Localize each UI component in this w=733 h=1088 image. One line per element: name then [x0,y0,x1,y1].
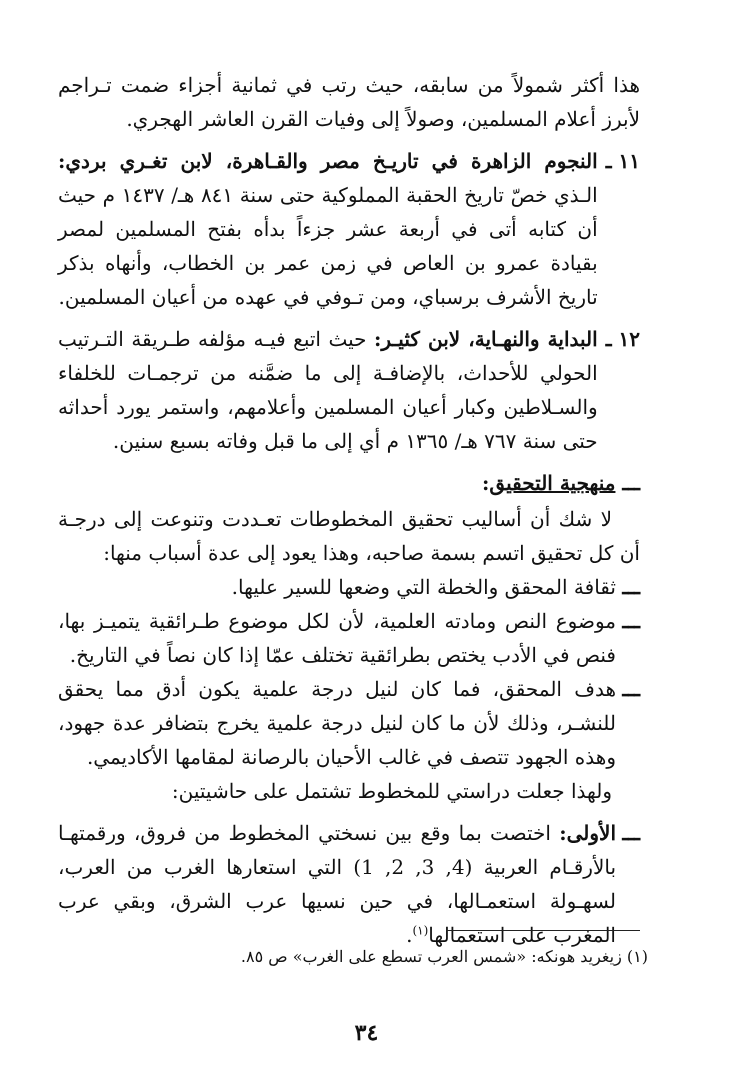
bullet-text: ثقافة المحقق والخطة التي وضعها للسير عليها. [231,575,616,599]
bullet-mark: ـــ [622,821,640,845]
section-closing: ولهذا جعلت دراستي للمخطوط تشتمل على حاشيتين: [171,779,612,803]
first-note-text [58,816,616,952]
item-body: حيث اتبع فيـه مؤلفه طـريقة التـرتيب الحولي للأحداث، بالإضافـة إلى ما ضمَّنه من ترجمـات للخلفاء والسـلاطين وكبار أعيان المسلمين وأعلامهم، واستمر يورد أحداثه حتى سنة ٧٦٧ هـ/ ١٣٦٥ م أي إلى ما قبل وفاته بسبع سنين. [58,327,598,453]
list-item [58,144,640,314]
bullet-text: هدف المحقق، فما كان لنيل درجة علمية يكون أدق مما يحقق للنشـر، وذلك لأن ما كان لنيل درجة علمية يخرج بتضافر عدة جهود، وهذه الجهود تتصف في غالب الأحيان بالرصانة لمقامها الأكاديمي. [58,677,616,769]
footnote-text: زيغريد هونكه: «شمس العرب تسطع على الغرب» ص ٨٥. [240,947,622,966]
footnote-number: (١) [626,947,648,966]
footnote-divider [446,930,640,931]
bullet-mark: ـــ [622,609,640,633]
list-item [58,322,640,458]
bullet-item [58,570,640,604]
first-note-body: اختصت بما وقع بين نسختي المخطوط من فروق، ورقمتهـا بالأرقـام العربية (4, 3, 2, 1) التي استعارها الغرب من العرب، لسهـولة استعمـالها، في حين نسيها عرب الشرق، وبقي عرب المغرب على استعمالها [58,821,617,947]
page-number: ٣٤ [354,1020,379,1046]
bullet-mark: ـــ [622,677,640,701]
page-body [58,68,640,952]
bullet-item [58,672,640,774]
heading-dash: ـــ [622,471,640,495]
item-text [58,144,598,314]
bullet-mark: ـــ [622,575,640,599]
heading-colon: : [482,471,490,495]
heading-text: منهجية التحقيق [489,471,616,495]
item-title: النجوم الزاهرة في تاريـخ مصر والقـاهرة، لابن تغـري بردي: [58,149,598,173]
item-number: ١١ ـ [605,149,640,173]
footnote-reference[interactable]: (١) [412,923,429,938]
item-number: ١٢ ـ [605,327,640,351]
item-body: الـذي خصّ تاريخ الحقبة المملوكية حتى سنة ٨٤١ هـ/ ١٤٣٧ م حيث أن كتابه أتى في أربعة عشر جزءاً بدأه بفتح المسلمين لمصر بقيادة عمرو بن العاص في زمن عمر بن الخطاب، وأنهاه بذكر تاريخ الأشرف برسباي، ومن تـوفي في عهده من أعيان المسلمين. [58,183,598,309]
intro-paragraph: هذا أكثر شمولاً من سابقه، حيث رتب في ثمانية أجزاء ضمت تـراجم لأبرز أعلام المسلمين، وصولاً إلى وفيات القرن العاشر الهجري. [58,73,640,131]
bullet-item [58,604,640,672]
first-note-end: . [406,923,413,947]
section-intro: لا شك أن أساليب تحقيق المخطوطات تعـددت وتنوعت إلى درجـة أن كل تحقيق اتسم بسمة صاحبه، وهذا يعود إلى عدة أسباب منها: [58,507,640,565]
footnote [58,944,648,970]
item-title: البداية والنهـاية، لابن كثيـر: [374,327,598,351]
first-note [58,816,640,952]
section-heading [58,466,640,500]
item-text [58,322,598,458]
bullet-text: موضوع النص ومادته العلمية، لأن لكل موضوع طـرائقية يتميـز بها، فنص في الأدب يختص بطرائقية تختلف عمّا إذا كان نصاً في التاريخ. [58,609,616,667]
first-note-label: الأولى: [559,821,617,845]
